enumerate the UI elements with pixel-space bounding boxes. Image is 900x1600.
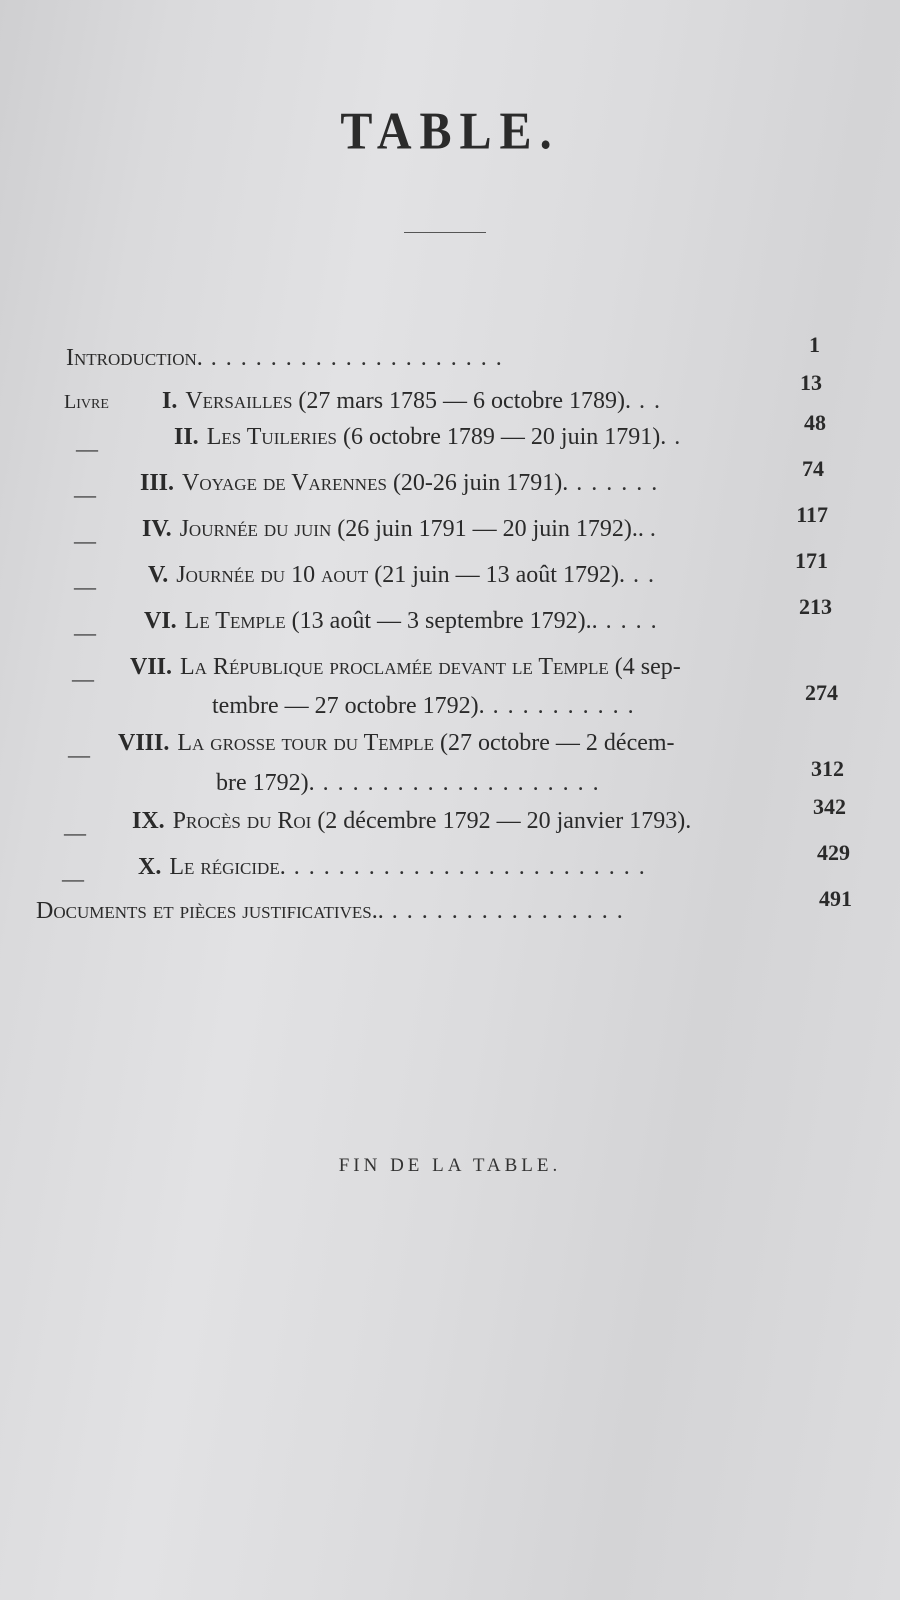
chapter-title: Journée du 10 aout [176,562,369,588]
chapter-dates: (4 sep- [614,654,681,680]
chapter-dates-continued: bre 1792). [216,770,315,796]
page-number: 171 [795,548,828,573]
page-number: 117 [796,502,828,527]
toc-entry-livre-6 [144,608,666,635]
page-number: 1 [809,332,820,357]
chapter-number: X. [138,854,162,880]
chapter-dates: (6 octobre 1789 — 20 juin 1791). [342,424,667,450]
leader-dots: .......... [492,693,643,719]
dash-mark: — [74,528,96,553]
dash-mark: — [68,742,90,767]
end-of-table-label: FIN DE LA TABLE. [338,1155,562,1176]
page-number: 491 [819,886,852,911]
toc-entry-livre-1 [64,388,669,415]
chapter-title: Journée du juin [179,516,332,542]
toc-entry-livre-3 [140,470,666,497]
chapter-title: Versailles [185,388,293,414]
chapter-number: I. [162,388,178,414]
toc-entry-livre-2 [174,424,689,451]
dash-mark: — [74,574,96,599]
dash-mark: — [74,482,96,507]
toc-entry-documents [36,898,632,925]
leader-dots: ................ [391,898,632,924]
chapter-number: IV. [142,516,172,542]
chapter-number: VI. [144,608,177,634]
toc-entry-introduction [66,345,511,372]
page-number: 74 [802,456,824,481]
chapter-number: IX. [132,808,165,834]
chapter-dates: (13 août — 3 septembre 1792).. [291,608,598,634]
entry-label: Documents et pièces justificatives.. [36,898,384,924]
page-number: 213 [799,594,832,619]
toc-entry-livre-4 [142,516,665,543]
chapter-title: Procès du Roi [172,808,312,834]
dash-mark: — [64,820,86,845]
leader-dots: .. [639,388,670,414]
chapter-title: Le régicide. [169,854,286,880]
chapter-number: III. [140,470,175,496]
toc-entry-livre-7 [130,654,681,681]
toc-entry-livre-8-continued [216,770,608,797]
page-number: 274 [805,680,838,705]
leader-dots: ...... [576,470,667,496]
chapter-dates: (26 juin 1791 — 20 juin 1792).. [337,516,644,542]
page-number: 342 [813,794,846,819]
dash-mark: — [72,666,94,691]
toc-entry-livre-8 [118,730,675,757]
chapter-title: La République proclamée devant le Temple [180,654,609,680]
toc-entry-livre-9 [132,808,691,835]
page-number: 312 [811,756,844,781]
livre-label: Livre [64,391,109,413]
chapter-title: Voyage de Varennes [182,470,387,496]
chapter-dates: (2 décembre 1792 — 20 janvier 1793). [317,808,692,834]
dash-mark: — [74,620,96,645]
chapter-dates-continued: tembre — 27 octobre 1792). [212,693,485,719]
chapter-dates: (27 octobre — 2 décem- [439,730,675,756]
page-title: TABLE. [340,102,560,161]
chapter-dates: (21 juin — 13 août 1792). [374,562,625,588]
leader-dots: .. [632,562,663,588]
chapter-number: VII. [130,654,173,680]
page-number: 429 [817,840,850,865]
chapter-dates: (27 mars 1785 — 6 octobre 1789). [298,388,632,414]
chapter-title: Le Temple [184,608,286,634]
dash-mark: — [76,436,98,461]
chapter-number: II. [174,424,199,450]
dash-mark: — [62,866,84,891]
chapter-title: La grosse tour du Temple [177,730,434,756]
leader-dots: ........................ [293,854,654,880]
chapter-number: VIII. [118,730,170,756]
entry-label: Introduction. [66,345,203,371]
title-rule [404,232,486,233]
chapter-number: V. [148,562,169,588]
leader-dots: .... [605,608,666,634]
page-number: 13 [800,370,822,395]
leader-dots: .................... [210,345,511,371]
toc-entry-livre-7-continued [212,693,643,720]
toc-entry-livre-5 [148,562,663,589]
chapter-title: Les Tuileries [206,424,337,450]
leader-dots: . [674,424,690,450]
leader-dots: . [649,516,665,542]
page-number: 48 [804,410,826,435]
leader-dots: ................... [322,770,608,796]
chapter-dates: (20-26 juin 1791). [392,470,569,496]
toc-entry-livre-10 [138,854,654,881]
